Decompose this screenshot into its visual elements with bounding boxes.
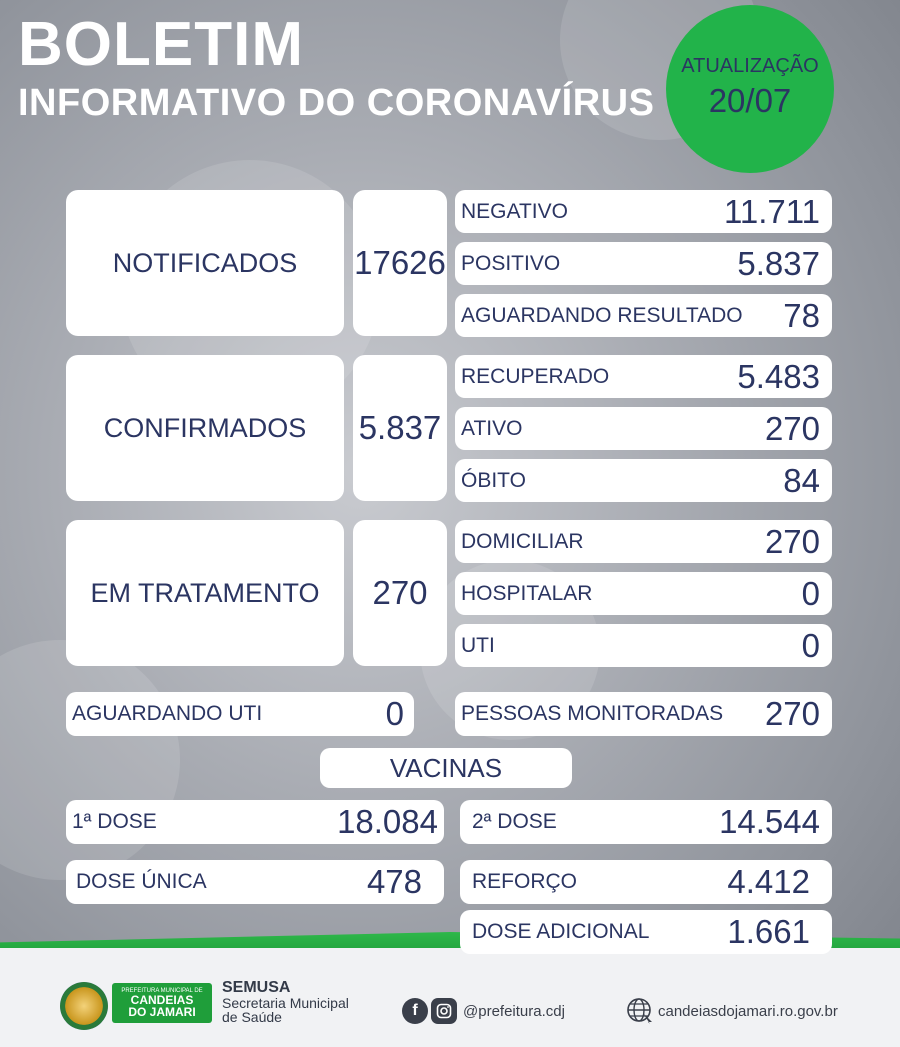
- semusa-block: [222, 980, 349, 1024]
- stat-value: 5.837: [737, 244, 820, 282]
- stat-row-dose-unica: [66, 860, 444, 904]
- update-label: ATUALIZAÇÃO: [681, 54, 819, 77]
- municipal-crest-icon: [60, 982, 108, 1030]
- stat-value: 0: [801, 574, 820, 612]
- group-label-notificados: NOTIFICADOS: [66, 190, 344, 336]
- background-virus-shape: [0, 640, 180, 880]
- group-label-em-tratamento: EM TRATAMENTO: [66, 520, 344, 666]
- semusa-title: SEMUSA: [222, 979, 291, 996]
- website-url[interactable]: candeiasdojamari.ro.gov.br: [658, 1002, 838, 1020]
- stat-label: UTI: [461, 633, 495, 657]
- vacinas-heading: VACINAS: [320, 748, 572, 788]
- stat-label: AGUARDANDO UTI: [72, 702, 263, 725]
- stat-label: POSITIVO: [461, 251, 561, 275]
- stat-row-dose1: [66, 800, 444, 844]
- stat-value: 11.711: [723, 192, 820, 230]
- page-title: BOLETIM: [18, 10, 304, 79]
- stat-value: 270: [764, 695, 820, 732]
- stat-row-dose2: [460, 800, 832, 844]
- update-badge: [666, 5, 834, 173]
- stat-label: HOSPITALAR: [461, 581, 593, 605]
- stat-value: 270: [764, 522, 820, 560]
- stat-value: 1.661: [727, 913, 810, 950]
- social-links[interactable]: [402, 998, 565, 1024]
- stat-label: 2ª DOSE: [472, 810, 557, 833]
- stat-label: DOSE ADICIONAL: [472, 920, 650, 943]
- page-subtitle: INFORMATIVO DO CORONAVÍRUS: [18, 82, 655, 124]
- semusa-sub1: Secretaria Municipal: [222, 995, 349, 1011]
- logo-small-text: PREFEITURA MUNICIPAL DE: [121, 988, 203, 994]
- group-total-confirmados: 5.837: [353, 355, 447, 501]
- stat-value: 270: [764, 409, 820, 447]
- stat-row-negativo: [455, 190, 832, 233]
- stat-label: 1ª DOSE: [72, 810, 157, 833]
- semusa-sub2: de Saúde: [222, 1009, 282, 1025]
- logo-line2: DO JAMARI: [128, 1005, 196, 1019]
- stat-row-aguardando-uti: [66, 692, 414, 736]
- instagram-icon[interactable]: [431, 998, 457, 1024]
- social-handle[interactable]: @prefeitura.cdj: [463, 1002, 565, 1020]
- stat-value: 0: [385, 695, 404, 732]
- stat-row-dose-adicional: [460, 910, 832, 954]
- stat-label: NEGATIVO: [461, 199, 568, 223]
- stat-value: 18.084: [337, 803, 438, 840]
- stat-value: 78: [783, 296, 820, 334]
- update-date: 20/07: [708, 81, 792, 119]
- stat-value: 0: [801, 626, 820, 664]
- logo-line1: CANDEIAS: [130, 993, 194, 1007]
- stat-row-uti: [455, 624, 832, 667]
- stat-label: PESSOAS MONITORADAS: [461, 702, 724, 725]
- stat-row-positivo: [455, 242, 832, 285]
- stat-value: 4.412: [727, 863, 810, 900]
- stat-label: AGUARDANDO RESULTADO: [461, 303, 743, 327]
- stat-value: 14.544: [719, 803, 820, 840]
- stat-label: RECUPERADO: [461, 364, 610, 388]
- stat-row-reforco: [460, 860, 832, 904]
- stat-row-hospitalar: [455, 572, 832, 615]
- stat-value: 478: [366, 863, 422, 900]
- stat-label: DOMICILIAR: [461, 529, 584, 553]
- stat-value: 5.483: [737, 357, 820, 395]
- stat-label: ÓBITO: [461, 468, 526, 492]
- stat-label: REFORÇO: [472, 870, 577, 893]
- stat-row-pessoas-monitoradas: [455, 692, 832, 736]
- group-total-notificados: 17626: [353, 190, 447, 336]
- group-total-em-tratamento: 270: [353, 520, 447, 666]
- stat-row-domiciliar: [455, 520, 832, 563]
- candeias-logo: [112, 983, 212, 1023]
- stat-label: DOSE ÚNICA: [76, 870, 207, 893]
- globe-icon: [626, 997, 654, 1025]
- stat-row-obito: [455, 459, 832, 502]
- stat-label: ATIVO: [461, 416, 523, 440]
- group-label-confirmados: CONFIRMADOS: [66, 355, 344, 501]
- stat-row-ativo: [455, 407, 832, 450]
- website-link[interactable]: [626, 997, 838, 1025]
- facebook-icon[interactable]: f: [402, 998, 428, 1024]
- stat-row-recuperado: [455, 355, 832, 398]
- stat-row-aguardando-resultado: [455, 294, 832, 337]
- stat-value: 84: [783, 461, 820, 499]
